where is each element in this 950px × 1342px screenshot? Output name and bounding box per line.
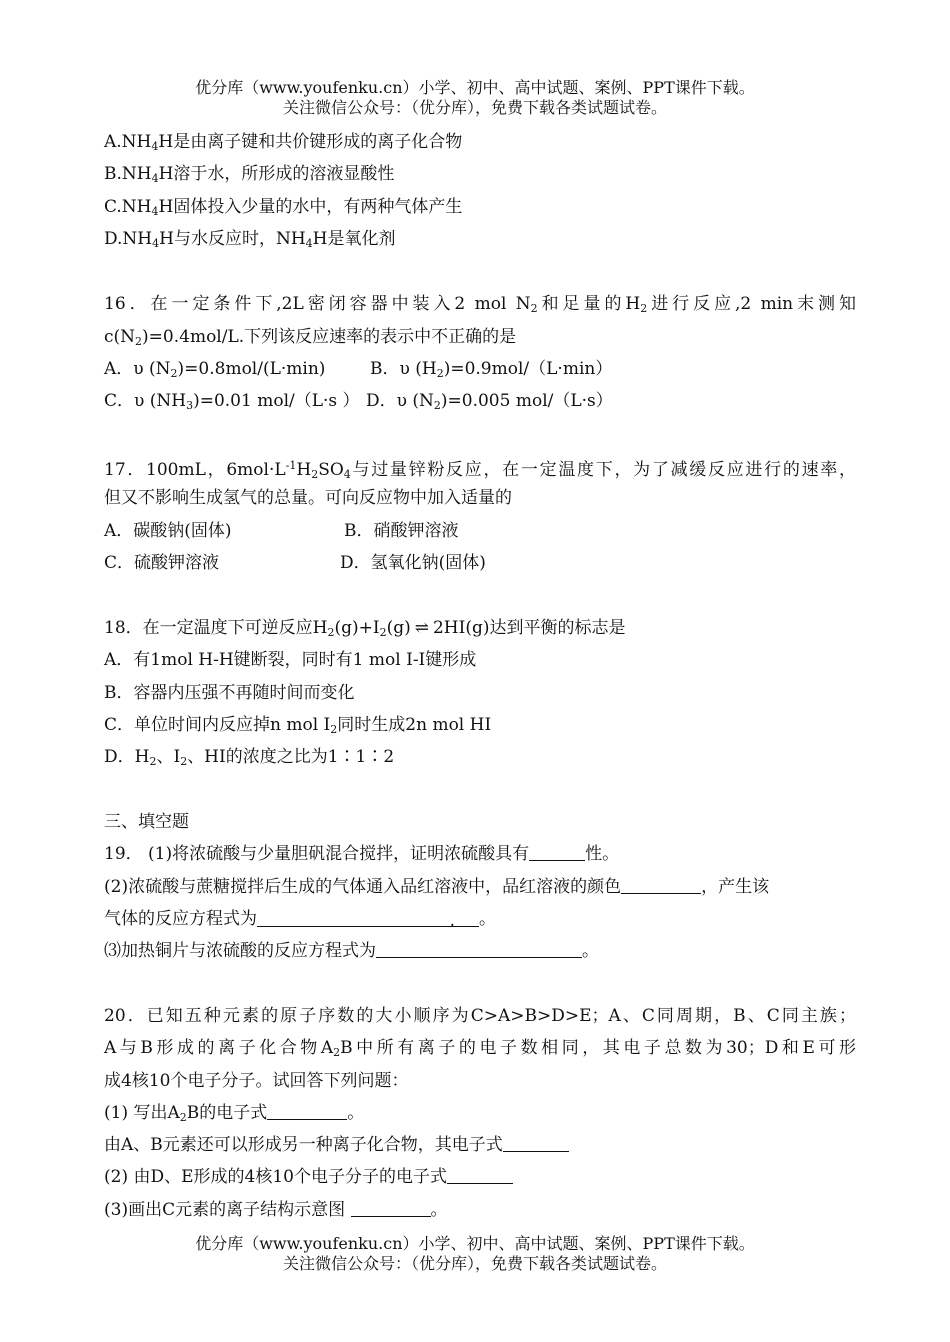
q16-options-row-1 [104,358,612,385]
q17-option-b: B．硝酸钾溶液 [344,521,459,541]
q20-part-1: (1) 写出$A_2B$的电子式 。 [104,1103,365,1124]
q20-blank-1[interactable] [267,1103,347,1120]
q15-option-b: $B.NH_4H$溶于水，所形成的溶液显酸性 [104,164,395,185]
header-line-2: 关注微信公众号：（优分库），免费下载各类试题试卷。 [282,98,667,117]
footer-line-1: 优分库（www.youfenku.cn）小学、初中、高中试题、案例、PPT课件下载。 [195,1234,755,1253]
q19-line-2: (2)浓硫酸与蔗糖搅拌后生成的气体通入品红溶液中，品红溶液的颜色 ，产生该 [104,877,770,897]
q17-options-row-2 [104,552,486,574]
q19-blank-3[interactable]: . [257,910,479,927]
q17-option-a: A．碳酸钠(固体) [104,521,232,541]
q16-stem-line-2: $c(N_2)=0.4mol/L$.下列该反应速率的表示中不正确的是 [104,327,517,348]
q20-stem-line-2: A与B形成的离子化合物$A_2B$中所有离子的电子数相同，其电子总数为30；D和E可形 [104,1038,856,1059]
q18-option-c: C．单位时间内反应掉n mol $I_2$同时生成2n mol HI [104,715,492,736]
q19-blank-2[interactable] [621,877,701,894]
q19-line-3: 气体的反应方程式为 . 。 [104,909,496,931]
q20-stem-line-1: 20．已知五种元素的原子序数的大小顺序为C>A>B>D>E；A、C同周期，B、C同主族； [104,1006,856,1026]
q20-part-2: (2) 由D、E形成的4核10个电子分子的电子式 [104,1166,513,1188]
footer-line-2: 关注微信公众号：（优分库），免费下载各类试题试卷。 [282,1254,667,1273]
q15-option-a: $A.NH_4H$是由离子键和共价键形成的离子化合物 [104,132,463,153]
q15-option-c: $C.NH_4H$固体投入少量的水中，有两种气体产生 [104,197,463,218]
q17-option-c: C．硫酸钾溶液 [104,553,220,573]
q19-line-1: 19． (1)将浓硫酸与少量胆矾混合搅拌，证明浓硫酸具有 性。 [104,844,620,864]
q16-option-d: D．υ $(N_2)=0.005$ mol/（L·s） [366,391,613,412]
q20-blank-2[interactable] [503,1135,569,1152]
q17-option-d: D．氢氧化钠(固体) [340,553,486,573]
q18-option-b: B．容器内压强不再随时间而变化 [104,683,355,703]
q20-blank-3[interactable] [447,1167,513,1184]
q20-stem-line-3: 成4核10个电子分子。试回答下列问题： [104,1071,409,1091]
q18-stem: 18．在一定温度下可逆反应$H_2(g)+I_2(g)$ ⇌ 2HI(g)达到平衡的标志是 [104,618,626,639]
equilibrium-arrow: ⇌ [414,618,429,638]
q17-stem-line-2: 但又不影响生成氢气的总量。可向反应物中加入适量的 [104,488,512,508]
q16-options-row-2 [104,390,613,417]
q16-option-a: A．υ $(N_2)=0.8mol/(L\cdot\min)$ [104,359,326,380]
q20-part-3: (3)画出C元素的离子结构示意图 。 [104,1200,448,1220]
q16-stem-line-1: 16．在一定条件下,2L密闭容器中装入2 mol $N_2$和足量的$H_2$进行反应,2 min末测知 [104,294,856,315]
q19-line-4: ⑶加热铜片与浓硫酸的反应方程式为 。 [104,941,599,961]
section-title-fill-in: 三、填空题 [104,812,189,832]
q16-option-b: B．υ $(H_2)=0.9mol/(L\cdot\min)$ [370,359,613,380]
q17-options-row-1 [104,520,459,542]
q19-blank-4[interactable] [376,941,582,958]
q16-option-c: C．υ $(NH_3)=0.01$ mol/（L·s ） [104,391,360,412]
q15-option-d: $D.NH_4H$与水反应时，$NH_4H$是氧化剂 [104,229,396,250]
q18-option-a: A．有1mol H-H键断裂，同时有1 mol I-I键形成 [104,650,477,670]
q18-option-d: D．$H_2$、$I_2$、HI的浓度之比为1∶1∶2 [104,747,395,768]
q20-blank-4[interactable] [351,1200,431,1217]
q20-part-1-extra: 由A、B元素还可以形成另一种离子化合物，其电子式 [104,1134,569,1156]
q19-blank-1[interactable] [529,844,585,861]
header-line-1: 优分库（www.youfenku.cn）小学、初中、高中试题、案例、PPT课件下载。 [195,78,755,97]
q17-stem-line-1: 17．100mL，$6mol\cdot L^{-1}H_2SO_4$与过量锌粉反应，在一定温度下，为了减缓反应进行的速率， [104,459,856,481]
